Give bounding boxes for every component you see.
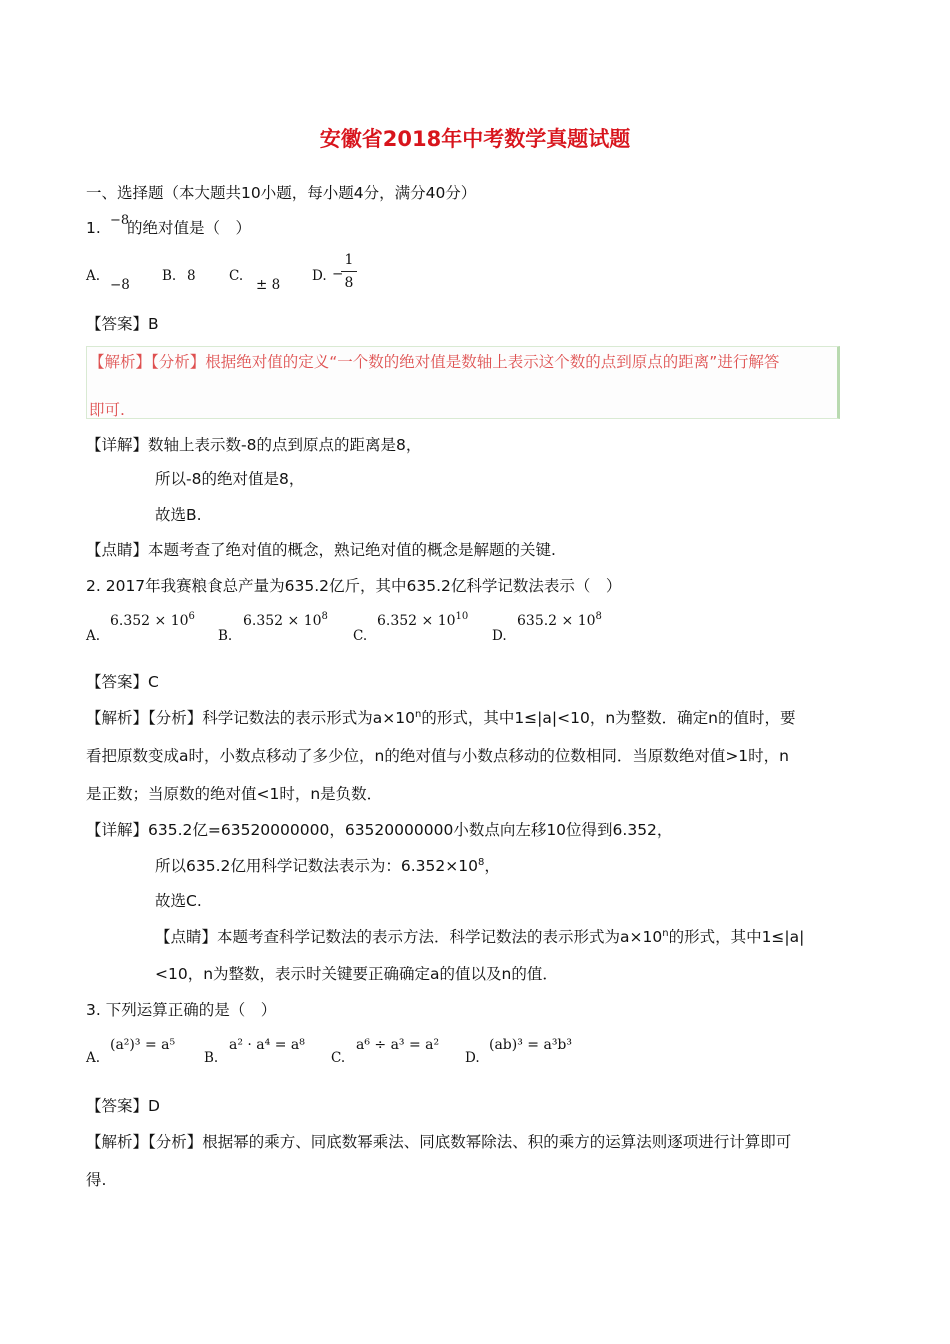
q1-analysis-line-1: 【解析】【分析】根据绝对值的定义“一个数的绝对值是数轴上表示这个数的点到原点的距离”进行解答 bbox=[89, 353, 780, 371]
section-heading: 一、选择题（本大题共10小题，每小题4分，满分40分） bbox=[86, 184, 477, 202]
q2-option-d-label: D. bbox=[492, 628, 507, 644]
question-3-stem: 3. 下列运算正确的是（ ） bbox=[86, 1001, 277, 1019]
q2-option-a-label: A. bbox=[86, 628, 101, 644]
q1-detail-1: 【详解】数轴上表示数-8的点到原点的距离是8， bbox=[86, 436, 422, 454]
q1-detail-3: 故选B. bbox=[155, 506, 202, 524]
q1-option-c-label: C. bbox=[229, 268, 244, 284]
q2-option-c-value: $6.352 \times 10^{10}$ bbox=[377, 611, 469, 629]
page-title: 安徽省2018年中考数学真题试题 bbox=[319, 127, 631, 151]
q2-option-b-label: B. bbox=[218, 628, 233, 644]
q1-detail-2: 所以-8的绝对值是8， bbox=[155, 470, 305, 488]
q1-comment: 【点睛】本题考查了绝对值的概念，熟记绝对值的概念是解题的关键. bbox=[86, 541, 556, 559]
q1-option-b-value: 8 bbox=[187, 268, 196, 284]
q2-option-b-value: $6.352 \times 10^8$ bbox=[243, 611, 328, 629]
q1-analysis-box bbox=[86, 346, 840, 419]
question-1-number: 1. bbox=[86, 219, 101, 237]
fraction-bar bbox=[341, 271, 357, 272]
q1-option-d-fraction bbox=[341, 252, 357, 291]
q3-option-d-label: D. bbox=[465, 1050, 480, 1066]
q2-answer: 【答案】C bbox=[86, 673, 159, 691]
q3-option-c-value: a⁶ ÷ a³ = a² bbox=[356, 1037, 440, 1053]
q2-detail-1: 【详解】635.2亿=63520000000，63520000000小数点向左移10位得到6.352， bbox=[86, 821, 673, 839]
q2-option-c-label: C. bbox=[353, 628, 368, 644]
q3-option-b-label: B. bbox=[204, 1050, 219, 1066]
q2-analysis-3: 是正数；当原数的绝对值<1时，n是负数． bbox=[86, 785, 383, 803]
q2-detail-3: 故选C. bbox=[155, 892, 202, 910]
q2-comment-1: 【点睛】本题考查科学记数法的表示方法．科学记数法的表示形式为$a\times 10^n$的形式，其中1≤|a| bbox=[155, 928, 805, 946]
q1-option-d-label: D. bbox=[312, 268, 327, 284]
q2-comment-2: <10，n为整数，表示时关键要正确确定a的值以及n的值． bbox=[155, 965, 558, 983]
q2-option-d-value: $635.2 \times 10^8$ bbox=[517, 611, 602, 629]
q3-analysis-2: 得. bbox=[86, 1171, 107, 1189]
q1-option-b-label: B. bbox=[162, 268, 177, 284]
q2-option-a-value: $6.352 \times 10^6$ bbox=[110, 611, 195, 629]
question-1-stem: 的绝对值是（ ） bbox=[127, 219, 252, 237]
fraction-numerator: 1 bbox=[344, 252, 354, 268]
q3-analysis-1: 【解析】【分析】根据幂的乘方、同底数幂乘法、同底数幂除法、积的乘方的运算法则逐项进行计算即可 bbox=[86, 1133, 792, 1151]
question-1-expression: −8 bbox=[110, 213, 130, 228]
q2-analysis-2: 看把原数变成a时，小数点移动了多少位，n的绝对值与小数点移动的位数相同．当原数绝对值>1时，n bbox=[86, 747, 789, 765]
q3-option-a-value: (a²)³ = a⁵ bbox=[110, 1037, 176, 1053]
q2-analysis-1: 【解析】【分析】科学记数法的表示形式为$a\times 10^n$的形式，其中1≤|a|<10，n为整数．确定n的值时，要 bbox=[86, 709, 796, 727]
q1-analysis-line-2: 即可. bbox=[89, 401, 125, 419]
q1-option-d-minus: − bbox=[332, 266, 344, 282]
q3-option-d-value: (ab)³ = a³b³ bbox=[489, 1037, 573, 1053]
q1-option-c-value: ± 8 bbox=[256, 277, 281, 293]
q3-option-a-label: A. bbox=[86, 1050, 101, 1066]
q3-option-c-label: C. bbox=[331, 1050, 346, 1066]
q1-option-a-label: A. bbox=[86, 268, 101, 284]
q1-option-a-value: −8 bbox=[110, 277, 130, 293]
q3-option-b-value: a² · a⁴ = a⁸ bbox=[229, 1037, 305, 1053]
question-2-stem: 2. 2017年我赛粮食总产量为635.2亿斤，其中635.2亿科学记数法表示（ ） bbox=[86, 577, 622, 595]
q1-answer: 【答案】B bbox=[86, 315, 159, 333]
q3-answer: 【答案】D bbox=[86, 1097, 160, 1115]
q2-detail-2: 所以635.2亿用科学记数法表示为：$6.352\times 10^8$， bbox=[155, 857, 500, 875]
fraction-denominator: 8 bbox=[344, 275, 354, 291]
